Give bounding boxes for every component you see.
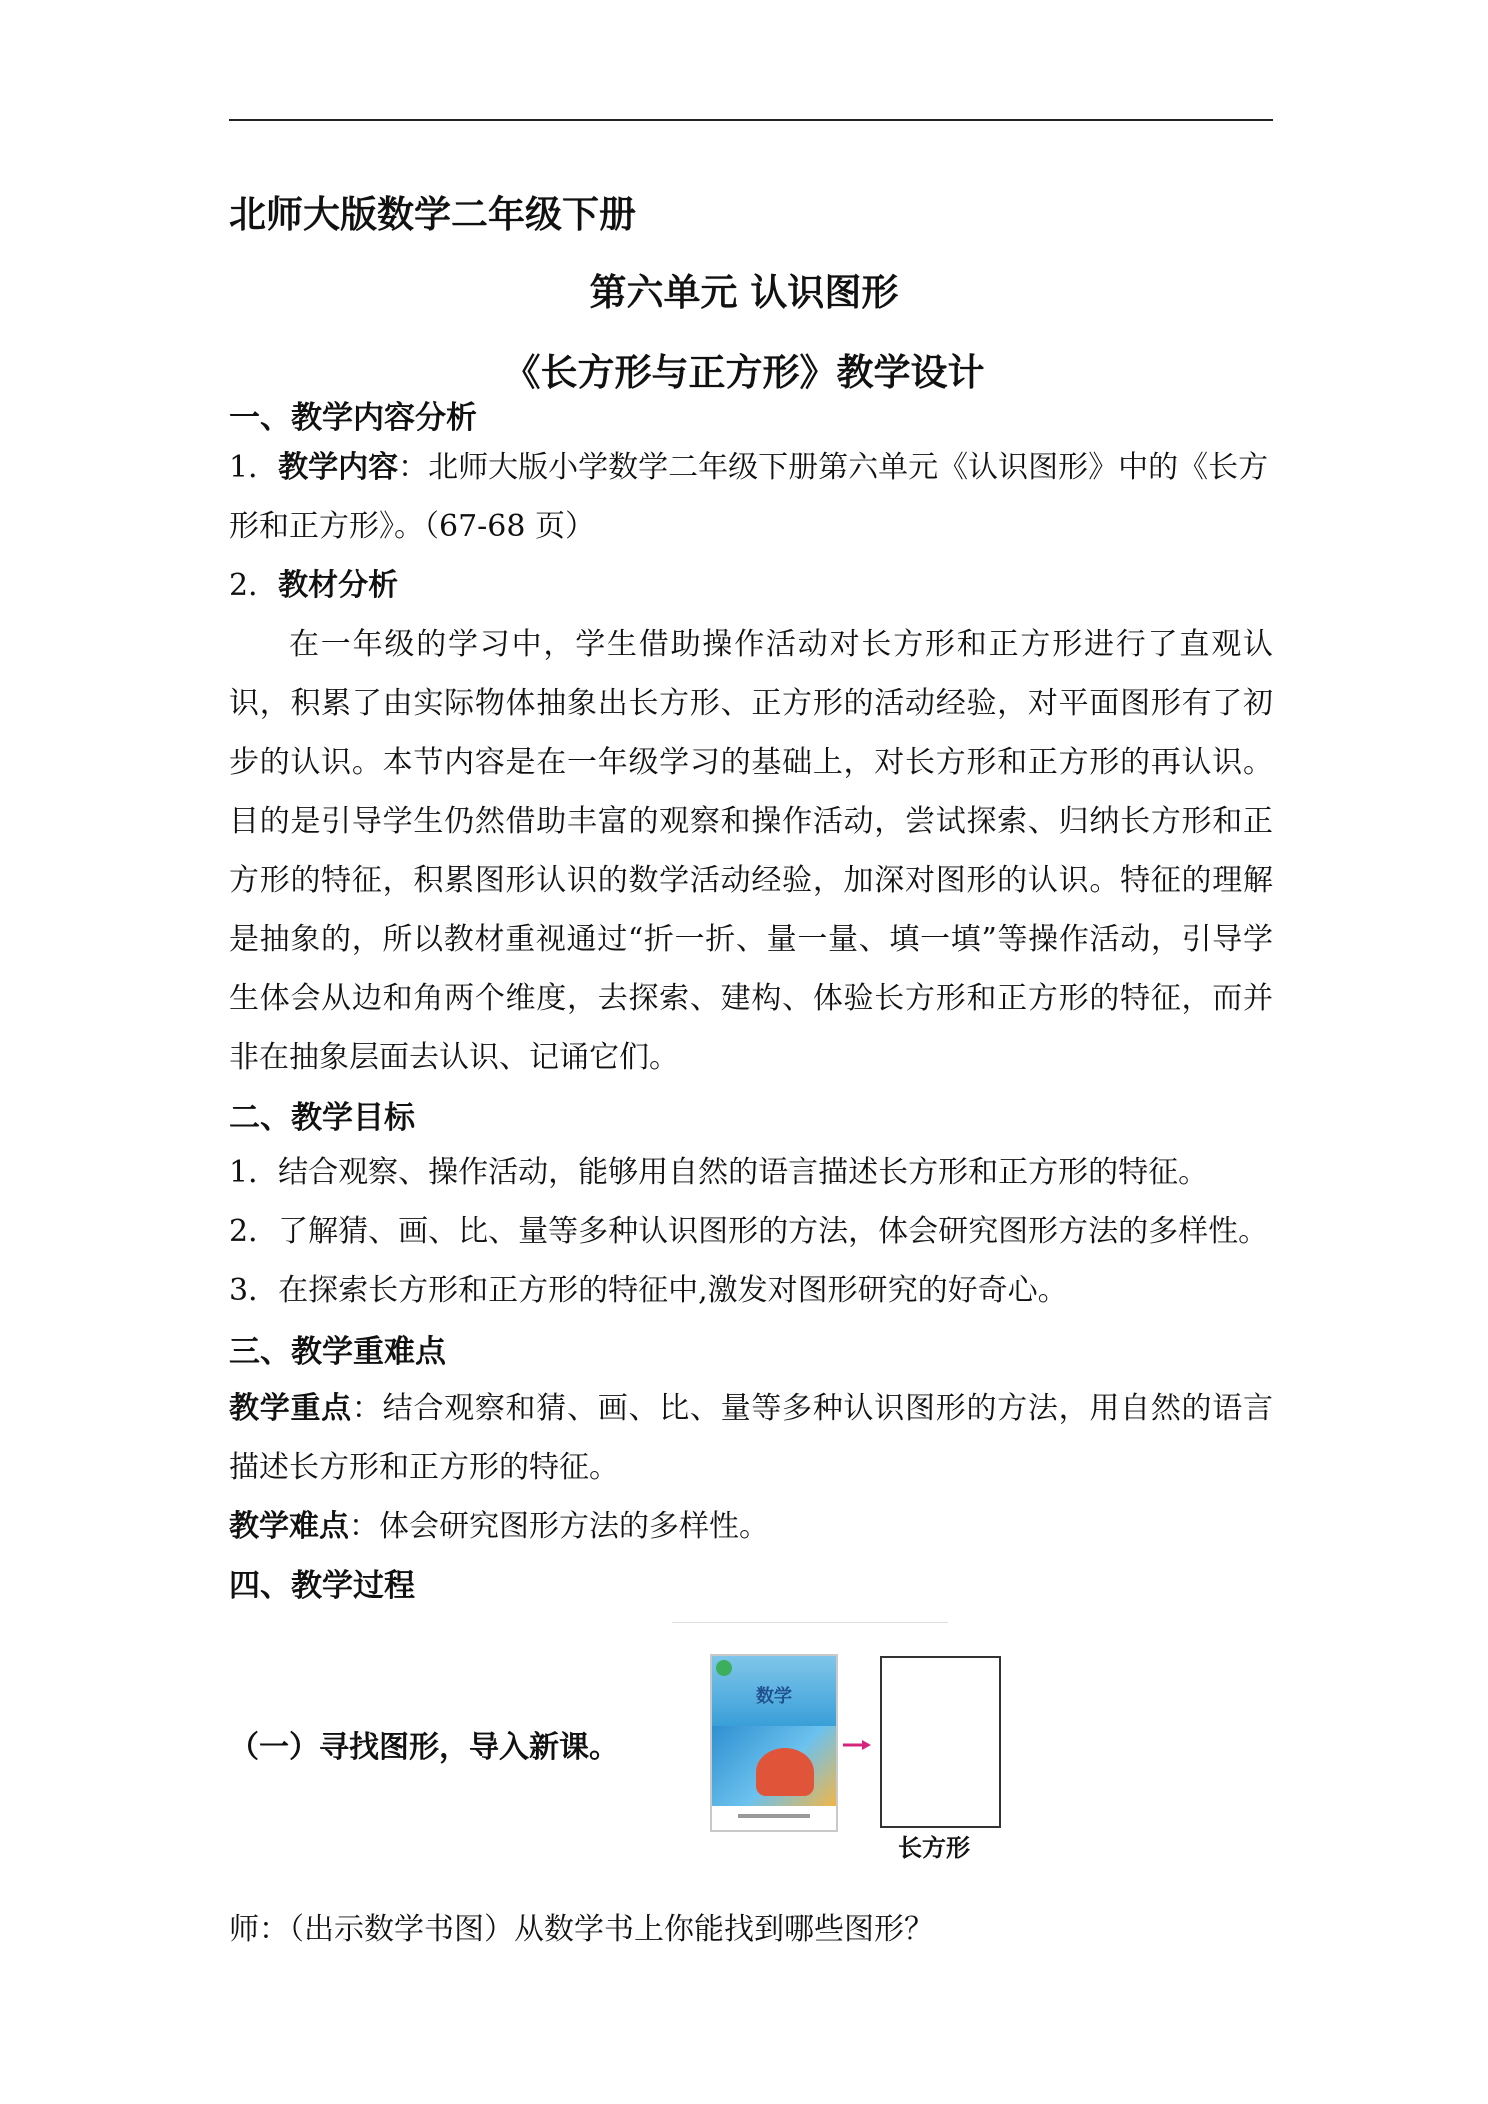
key-point-label: 教学重点 (229, 1391, 352, 1426)
key-point (229, 1379, 1273, 1497)
section4-heading: 四、教学过程 (229, 1568, 415, 1604)
math-book-cover-image (710, 1654, 838, 1832)
goal-1: 1．结合观察、操作活动，能够用自然的语言描述长方形和正方形的特征。 (229, 1155, 1209, 1190)
subsection-1-heading: （一）寻找图形，导入新课。 (229, 1730, 619, 1765)
children-illustration (756, 1748, 814, 1796)
material-analysis-paragraph: 在一年级的学习中，学生借助操作活动对长方形和正方形进行了直观认识，积累了由实际物体抽象出长方形、正方形的活动经验，对平面图形有了初步的认识。本节内容是在一年级学习的基础上，对长方形和正方形的再认识。目的是引导学生仍然借助丰富的观察和操作活动，尝试探索、归纳长方形和正方形的特征，积累图形认识的数学活动经验，加深对图形的认识。特征的理解是抽象的，所以教材重视通过“折一折、量一量、填一填”等操作活动，引导学生体会从边和角两个维度，去探索、建构、体验长方形和正方形的特征，而并非在抽象层面去认识、记诵它们。 (229, 627, 1273, 1075)
lesson-title: 《长方形与正方形》教学设计 (503, 351, 985, 394)
item-label: 教学内容 (278, 450, 399, 485)
item-number: 2． (229, 568, 279, 603)
unit-title: 第六单元 认识图形 (589, 271, 899, 314)
cover-bottom-band (712, 1806, 836, 1830)
right-arrow-icon (842, 1738, 872, 1752)
difficult-point-text: ：体会研究图形方法的多样性。 (349, 1509, 769, 1544)
section1-heading: 一、教学内容分析 (229, 400, 477, 436)
item-number: 1． (229, 450, 279, 485)
publisher-logo-icon (716, 1660, 732, 1676)
publisher-name-bar (738, 1814, 810, 1818)
goal-2: 2．了解猜、画、比、量等多种认识图形的方法，体会研究图形方法的多样性。 (229, 1214, 1269, 1249)
content-item-1-cont: 形和正方形》。（67-68 页） (229, 509, 596, 544)
content-item-1 (229, 438, 1268, 497)
difficult-point (229, 1497, 769, 1556)
content-item-2 (229, 556, 398, 615)
key-point-text: ：结合观察和猜、画、比、量等多种认识图形的方法，用自然的语言描述长方形和正方形的特征。 (229, 1391, 1274, 1485)
book-title: 北师大版数学二年级下册 (229, 193, 636, 236)
difficult-point-label: 教学难点 (229, 1509, 349, 1544)
section2-heading: 二、教学目标 (229, 1100, 415, 1136)
header-rule (229, 119, 1273, 121)
rectangle-shape (880, 1656, 1001, 1828)
figure-top-line (672, 1622, 948, 1623)
teacher-question: 师：（出示数学书图）从数学书上你能找到哪些图形？ (229, 1912, 934, 1947)
item-text: ：北师大版小学数学二年级下册第六单元《认识图形》中的《长方 (398, 450, 1269, 485)
book-cover-title: 数学 (756, 1686, 792, 1707)
section3-heading: 三、教学重难点 (229, 1334, 446, 1370)
rectangle-label: 长方形 (898, 1834, 970, 1862)
item-label: 教材分析 (278, 568, 399, 603)
goal-3: 3．在探索长方形和正方形的特征中,激发对图形研究的好奇心。 (229, 1273, 1068, 1308)
